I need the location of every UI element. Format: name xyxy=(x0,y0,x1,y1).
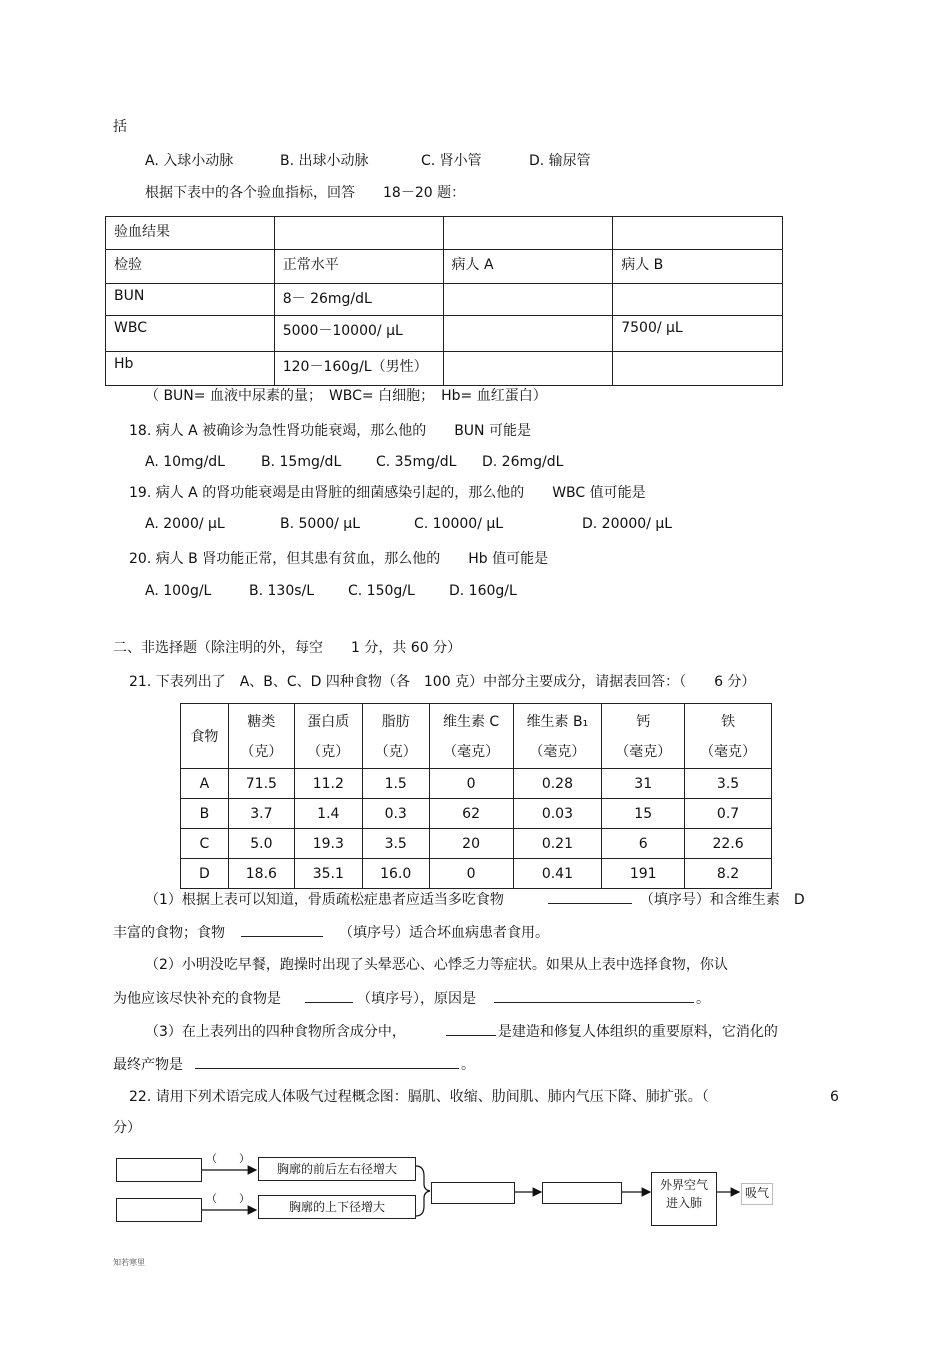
table-cell: 5000－10000/ μL xyxy=(274,316,443,352)
air-line-1: 外界空气 xyxy=(659,1178,708,1192)
table-cell: 18.6 xyxy=(228,859,294,889)
inhale-label: 吸气 xyxy=(741,1183,773,1205)
q17-option-a: A. 入球小动脉 xyxy=(145,153,234,169)
table-cell: 0 xyxy=(429,859,513,889)
answer-box-top-left[interactable] xyxy=(116,1158,202,1182)
row-label: D xyxy=(181,859,229,889)
q17-option-c: C. 肾小管 xyxy=(421,153,482,169)
header-name: 铁 xyxy=(721,714,736,730)
table-cell: 8.2 xyxy=(685,859,772,889)
question-18-stem: 18. 病人 A 被确诊为急性肾功能衰竭，那么他的 BUN 可能是 xyxy=(129,423,531,439)
question-22-stem: 22. 请用下列术语完成人体吸气过程概念图：膈肌、收缩、肋间肌、肺内气压下降、肺扩张。（ xyxy=(129,1089,709,1105)
header-name: 蛋白质 xyxy=(307,714,350,730)
paren-blank-bottom[interactable]: （ ） xyxy=(206,1192,250,1205)
table-cell: 31 xyxy=(602,769,685,799)
q20-option-b: B. 130s/L xyxy=(249,583,315,599)
table-cell: 病人 A xyxy=(443,250,613,284)
header-unit: （克） xyxy=(374,744,417,760)
section-2-title: 二、非选择题（除注明的外，每空 1 分，共 60 分） xyxy=(113,640,462,656)
q21-p2-text-c: （填序号），原因是 xyxy=(357,991,476,1007)
table-cell: 20 xyxy=(429,829,513,859)
table-cell: Hb xyxy=(106,352,275,386)
q19-option-c: C. 10000/ μL xyxy=(414,516,504,532)
q21-part-2-line-1: （2）小明没吃早餐，跑操时出现了头晕恶心、心悸乏力等症状。如果从上表中选择食物，你认 xyxy=(145,957,728,973)
q18-option-c: C. 35mg/dL xyxy=(376,454,457,470)
box-chest-front-back-width: 胸廓的前后左右径增大 xyxy=(258,1157,416,1181)
q18-option-b: B. 15mg/dL xyxy=(261,454,342,470)
q22-score: 6 xyxy=(830,1089,839,1105)
row-label: C xyxy=(181,829,229,859)
box-outside-air-enters-lungs xyxy=(651,1172,717,1226)
table-cell: 0.3 xyxy=(362,799,429,829)
table-cell: 0.7 xyxy=(685,799,772,829)
table-cell: 22.6 xyxy=(685,829,772,859)
q21-p1-text-d: （填序号）适合坏血病患者食用。 xyxy=(339,925,549,941)
table-intro: 根据下表中的各个验血指标，回答 18－20 题： xyxy=(145,185,466,201)
q21-p1-text-c: 丰富的食物；食物 xyxy=(113,925,225,941)
header-unit: （毫克） xyxy=(529,744,586,760)
header-unit: （克） xyxy=(307,744,350,760)
q22-score-unit: 分） xyxy=(113,1120,141,1136)
table-cell: 验血结果 xyxy=(106,217,275,250)
table-cell: 16.0 xyxy=(362,859,429,889)
table-cell: 检验 xyxy=(106,250,275,284)
q21-p1-text-b: （填序号）和含维生素 D xyxy=(639,892,805,908)
table-cell: 191 xyxy=(602,859,685,889)
table-cell: 3.5 xyxy=(362,829,429,859)
table-cell: 62 xyxy=(429,799,513,829)
table-cell: 病人 B xyxy=(613,250,783,284)
answer-box-middle-1[interactable] xyxy=(431,1182,515,1204)
header-unit: （毫克） xyxy=(700,744,757,760)
q21-p1-text-a: （1）根据上表可以知道，骨质疏松症患者应适当多吃食物 xyxy=(145,892,504,908)
q17-option-d: D. 输尿管 xyxy=(529,153,591,169)
table-cell: 120－160g/L（男性） xyxy=(274,352,443,386)
table-cell: 71.5 xyxy=(228,769,294,799)
air-line-2: 进入肺 xyxy=(665,1196,702,1210)
table-cell: 11.2 xyxy=(294,769,362,799)
paren-blank-top[interactable]: （ ） xyxy=(206,1152,250,1165)
table-cell: 5.0 xyxy=(228,829,294,859)
table-cell: BUN xyxy=(106,284,275,316)
box-chest-up-down: 胸廓的上下径增大 xyxy=(258,1195,416,1219)
q21-p3-text-a: （3）在上表列出的四种食物所含成分中， xyxy=(145,1024,406,1040)
header-name: 脂肪 xyxy=(381,714,410,730)
question-17-tail: 括 xyxy=(113,119,127,135)
q21-p3-text-c: 最终产物是 xyxy=(113,1057,183,1073)
page-footer: 知若寒里 xyxy=(113,1258,145,1267)
q21-p3-text-d: 。 xyxy=(461,1057,475,1073)
q21-p2-text-d: 。 xyxy=(696,991,710,1007)
header-name: 维生素 B₁ xyxy=(526,714,589,730)
q20-option-d: D. 160g/L xyxy=(449,583,517,599)
question-21-stem: 21. 下表列出了 A、B、C、D 四种食物（各 100 克）中部分主要成分，请据表回答：（ 6 分） xyxy=(129,674,756,690)
table-cell: 0.03 xyxy=(513,799,602,829)
table-cell: 15 xyxy=(602,799,685,829)
q17-option-b: B. 出球小动脉 xyxy=(280,153,369,169)
table-cell: 19.3 xyxy=(294,829,362,859)
row-label: B xyxy=(181,799,229,829)
table-cell: 0.21 xyxy=(513,829,602,859)
header-unit: （毫克） xyxy=(443,744,500,760)
table-cell: 0 xyxy=(429,769,513,799)
q20-option-c: C. 150g/L xyxy=(348,583,415,599)
q20-option-a: A. 100g/L xyxy=(145,583,212,599)
column-header-food: 食物 xyxy=(181,704,229,769)
q18-option-d: D. 26mg/dL xyxy=(482,454,564,470)
header-name: 维生素 C xyxy=(442,714,500,730)
merge-brace xyxy=(416,1166,430,1216)
table-cell: 35.1 xyxy=(294,859,362,889)
header-unit: （毫克） xyxy=(615,744,672,760)
table-cell: 8－ 26mg/dL xyxy=(274,284,443,316)
row-label: A xyxy=(181,769,229,799)
question-19-stem: 19. 病人 A 的肾功能衰竭是由肾脏的细菌感染引起的，那么他的 WBC 值可能是 xyxy=(129,485,646,501)
q18-option-a: A. 10mg/dL xyxy=(145,454,225,470)
table-cell: 0.41 xyxy=(513,859,602,889)
header-unit: （克） xyxy=(240,744,283,760)
table-cell: 3.5 xyxy=(685,769,772,799)
answer-box-middle-2[interactable] xyxy=(542,1182,622,1204)
table-cell: 1.5 xyxy=(362,769,429,799)
table-cell: 正常水平 xyxy=(274,250,443,284)
header-name: 糖类 xyxy=(247,714,276,730)
q21-p3-text-b: 是建造和修复人体组织的重要原料，它消化的 xyxy=(497,1024,778,1040)
table-cell: 3.7 xyxy=(228,799,294,829)
q19-option-a: A. 2000/ μL xyxy=(145,516,225,532)
header-name: 钙 xyxy=(636,714,651,730)
table-cell: WBC xyxy=(106,316,275,352)
table-note: （ BUN= 血液中尿素的量； WBC= 白细胞； Hb= 血红蛋白） xyxy=(145,388,547,404)
table-cell: 6 xyxy=(602,829,685,859)
q19-option-d: D. 20000/ μL xyxy=(582,516,673,532)
table-cell: 7500/ μL xyxy=(613,316,783,352)
answer-box-bottom-left[interactable] xyxy=(116,1198,202,1222)
q19-option-b: B. 5000/ μL xyxy=(280,516,361,532)
table-cell: 1.4 xyxy=(294,799,362,829)
question-20-stem: 20. 病人 B 肾功能正常，但其患有贫血，那么他的 Hb 值可能是 xyxy=(129,551,549,567)
q21-p2-text-b: 为他应该尽快补充的食物是 xyxy=(113,991,281,1007)
table-cell: 0.28 xyxy=(513,769,602,799)
